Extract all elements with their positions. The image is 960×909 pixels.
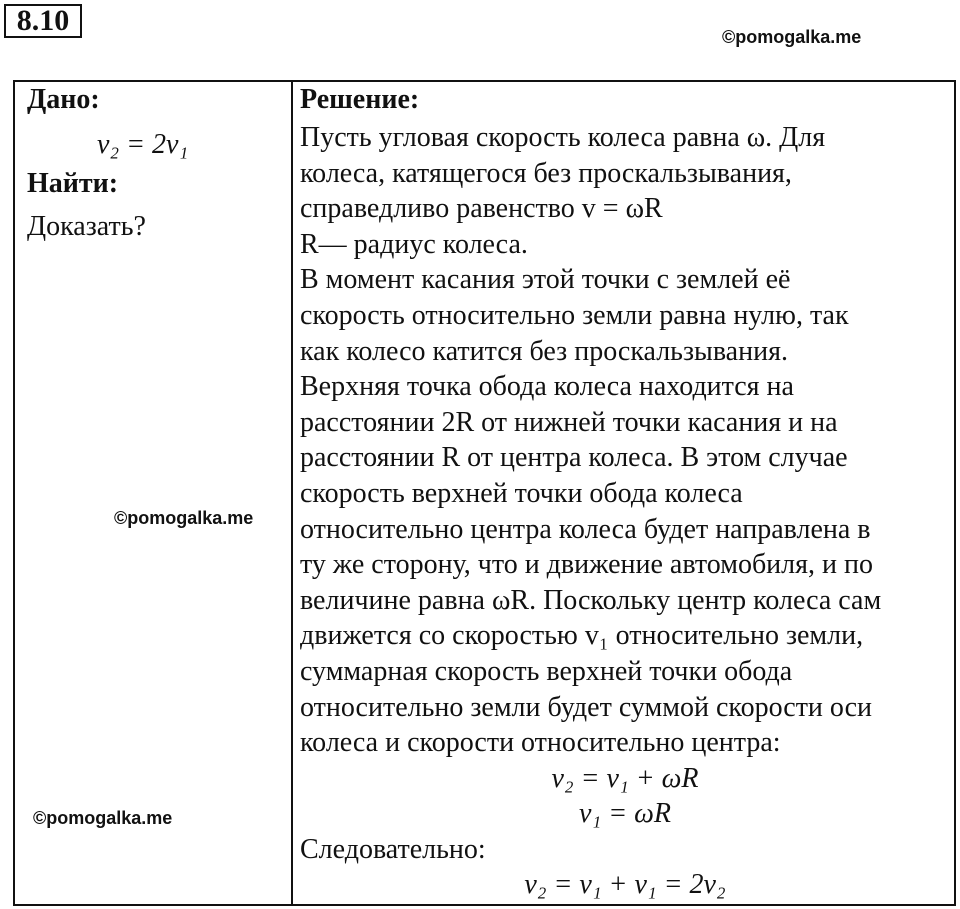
- find-text: Доказать?: [27, 211, 146, 242]
- solution-line: относительно земли будет суммой скорости оси: [300, 691, 873, 723]
- solution-line: как колесо катится без проскальзывания.: [300, 335, 788, 367]
- solution-line: движется со скоростью v₁ относительно земли,: [300, 620, 864, 652]
- equation-1: v₂ = v₁ + ωR: [551, 762, 699, 794]
- solution-line: суммарная скорость верхней точки обода: [300, 655, 793, 687]
- solution-line: колеса и скорости относительно центра:: [300, 727, 781, 759]
- equation-2: v₁ = ωR: [579, 798, 671, 830]
- solution-table: [13, 80, 956, 906]
- find-header: Найти:: [27, 168, 119, 199]
- solution-line: скорость верхней точки обода колеса: [300, 477, 743, 509]
- solution-line: величине равна ωR. Поскольку центр колеса сам: [300, 584, 882, 616]
- watermark-top: ©pomogalka.me: [722, 27, 862, 47]
- solution-line: В момент касания этой точки с землей её: [300, 264, 791, 296]
- solution-body: [300, 120, 950, 903]
- solution-line: справедливо равенство v = ωR: [300, 193, 663, 225]
- given-header: Дано:: [27, 84, 100, 115]
- solution-line: расстоянии 2R от нижней точки касания и на: [300, 406, 838, 438]
- solution-line: Пусть угловая скорость колеса равна ω. Для: [300, 122, 826, 153]
- solution-line: Верхняя точка обода колеса находится на: [300, 371, 794, 403]
- solution-line: R— радиус колеса.: [300, 228, 528, 260]
- watermark-middle: ©pomogalka.me: [114, 508, 254, 528]
- solution-line: скорость относительно земли равна нулю, так: [300, 299, 849, 331]
- solution-line: расстоянии R от центра колеса. В этом случае: [300, 442, 848, 474]
- given-formula: v₂ = 2v₁: [97, 129, 189, 160]
- solution-line: колеса, катящегося без проскальзывания,: [300, 157, 792, 189]
- watermark-bottom: ©pomogalka.me: [33, 808, 173, 828]
- column-divider: [291, 82, 293, 904]
- solution-header: Решение:: [300, 84, 420, 115]
- solution-line: относительно центра колеса будет направлена в: [300, 513, 871, 545]
- solution-line: ту же сторону, что и движение автомобиля, и по: [300, 549, 873, 581]
- equation-3: v₂ = v₁ + v₁ = 2v₂: [524, 869, 726, 901]
- conclusion-label: Следовательно:: [300, 833, 486, 865]
- problem-number: 8.10: [4, 4, 82, 38]
